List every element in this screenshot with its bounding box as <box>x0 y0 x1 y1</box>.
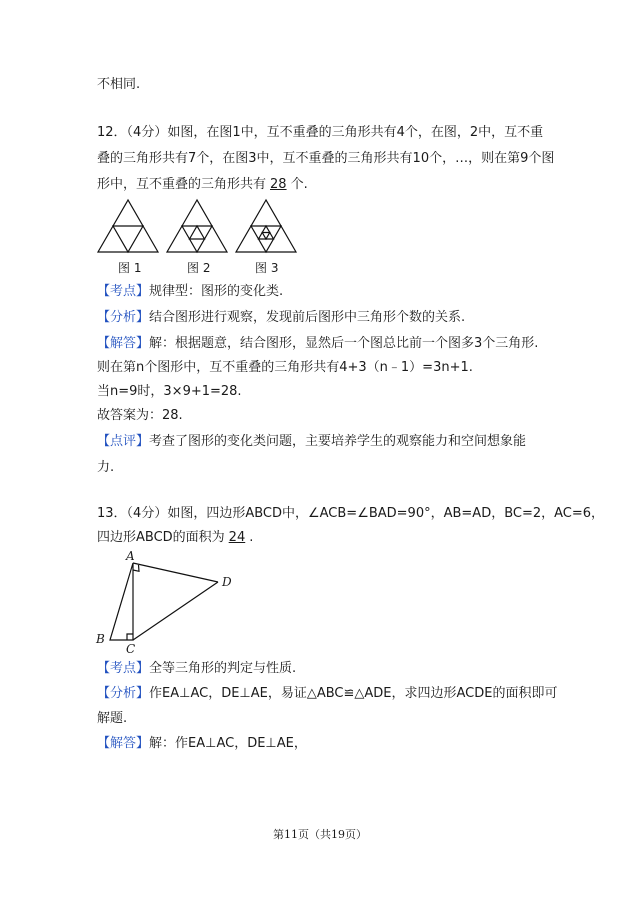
caption-figure-3: 图 3 <box>255 261 279 275</box>
q13-kaodian <box>97 660 296 678</box>
q12-line3-pre: 形中，互不重叠的三角形共有 <box>97 177 267 192</box>
q13-line2-pre: 四边形ABCD的面积为 <box>97 530 225 545</box>
q12-jieda-line2: 则在第n个图形中，互不重叠的三角形共有4+3（n﹣1）=3n+1. <box>97 360 473 375</box>
q12-line2: 叠的三角形共有7个，在图3中，互不重叠的三角形共有10个，…，则在第9个图 <box>97 151 555 166</box>
dianping-tag: 【点评】 <box>97 434 150 449</box>
fenxi-tag: 【分析】 <box>97 310 150 325</box>
jieda-text: 解：作EA⊥AC，DE⊥AE， <box>149 736 307 751</box>
kaodian-text: 规律型：图形的变化类. <box>149 284 284 299</box>
continued-text: 不相同. <box>97 77 141 92</box>
kaodian-tag: 【考点】 <box>97 284 150 299</box>
q12-jieda-line3: 当n=9时，3×9+1=28. <box>97 384 242 399</box>
vertex-label-b: B <box>96 632 105 646</box>
q12-dianping-line2: 力. <box>97 460 115 475</box>
q13-fenxi <box>97 685 557 703</box>
jieda-text: 解：根据题意，结合图形，显然后一个图总比前一个图多3个三角形. <box>149 336 539 351</box>
q12-line3-post: 个. <box>290 177 308 192</box>
caption-figure-2: 图 2 <box>187 261 211 275</box>
q13-answer: 24 <box>228 530 246 545</box>
jieda-tag: 【解答】 <box>97 336 150 351</box>
fenxi-text: 结合图形进行观察，发现前后图形中三角形个数的关系. <box>149 310 466 325</box>
q12-jieda-line4: 故答案为：28. <box>97 408 183 423</box>
jieda-tag: 【解答】 <box>97 736 150 751</box>
dianping-text: 考查了图形的变化类问题，主要培养学生的观察能力和空间想象能 <box>149 434 527 449</box>
fenxi-text: 作EA⊥AC，DE⊥AE，易证△ABC≌△ADE，求四边形ACDE的面积即可 <box>149 686 558 701</box>
vertex-label-d: D <box>222 575 232 589</box>
q13-line2-post: . <box>249 530 254 545</box>
q12-line1: 12．（4分）如图，在图1中，互不重叠的三角形共有4个，在图，2中，互不重 <box>97 125 544 140</box>
q13-fenxi-line2: 解题. <box>97 711 128 726</box>
kaodian-text: 全等三角形的判定与性质. <box>149 661 297 676</box>
q12-answer: 28 <box>270 177 287 192</box>
q13-line1: 13．（4分）如图，四边形ABCD中，∠ACB=∠BAD=90°，AB=AD，BC=2，AC=6， <box>97 506 605 521</box>
kaodian-tag: 【考点】 <box>97 661 150 676</box>
fenxi-tag: 【分析】 <box>97 686 150 701</box>
vertex-label-c: C <box>126 642 136 656</box>
page-footer: 第11页（共19页） <box>273 828 367 841</box>
caption-figure-1: 图 1 <box>118 261 142 275</box>
q13-jieda <box>97 735 307 753</box>
vertex-label-a: A <box>126 549 135 563</box>
